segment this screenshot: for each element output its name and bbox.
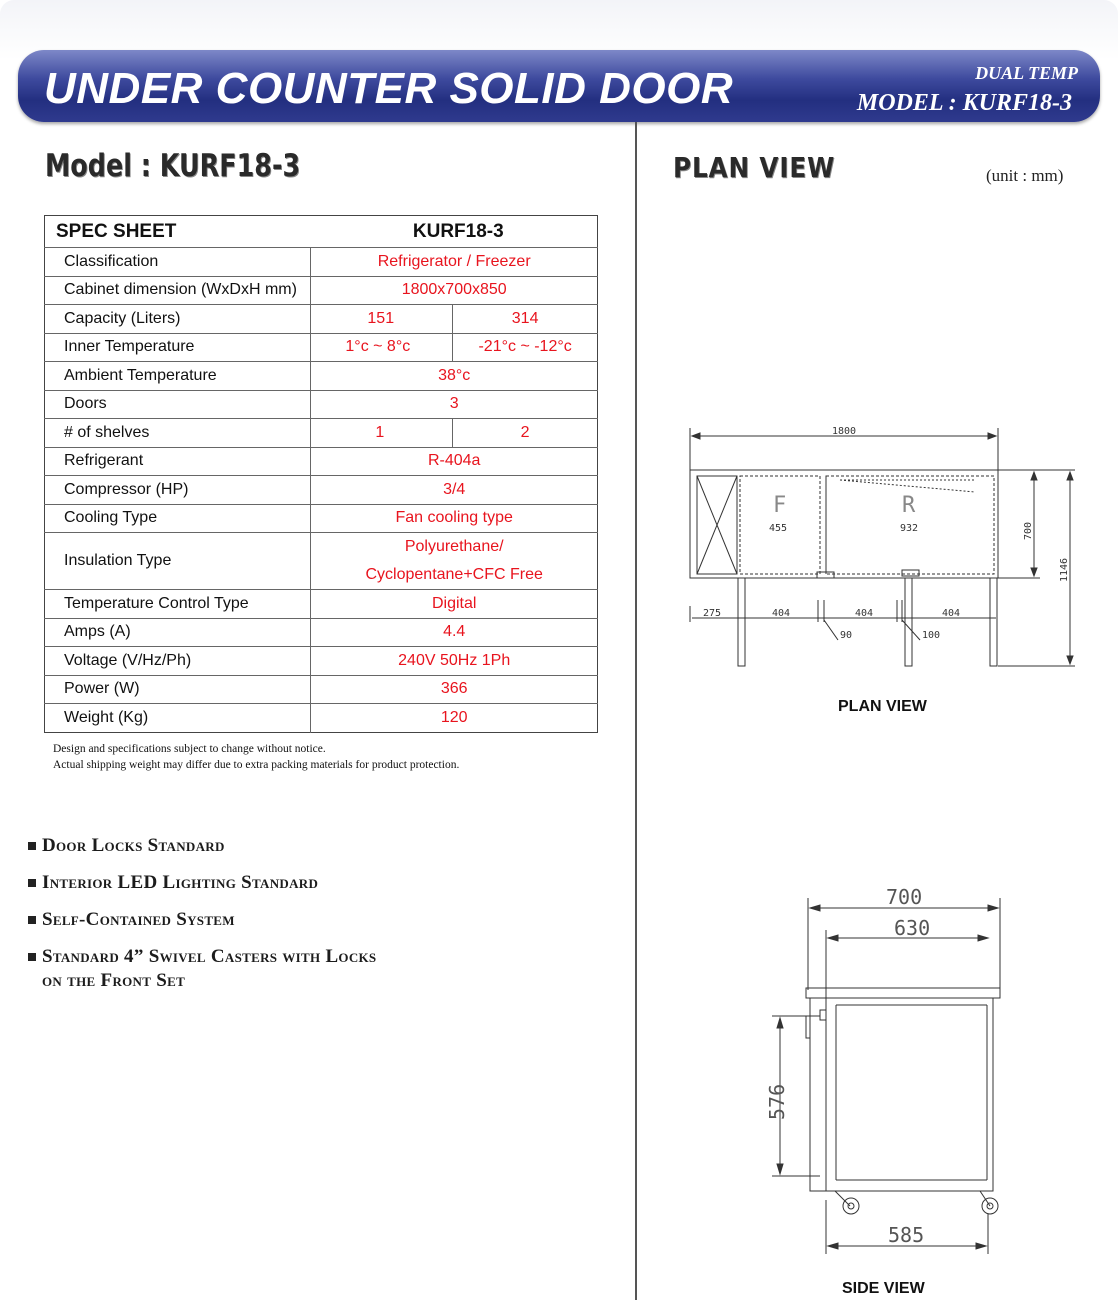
- spec-label: Voltage (V/Hz/Ph): [45, 647, 311, 676]
- table-row: [45, 647, 598, 676]
- spec-label: Ambient Temperature: [45, 362, 311, 391]
- spec-label: Amps (A): [45, 618, 311, 647]
- spec-label: Weight (Kg): [45, 704, 311, 733]
- table-row: [45, 504, 598, 533]
- list-item: [26, 908, 376, 932]
- spec-value: Fan cooling type: [311, 504, 598, 533]
- feature-text: Door Locks Standard: [42, 835, 225, 856]
- spec-value: Refrigerator / Freezer: [311, 248, 598, 277]
- spec-value-line1: Polyurethane/: [404, 538, 504, 555]
- header-banner: [18, 50, 1100, 122]
- dim-leg-2: 404: [772, 608, 791, 619]
- spec-value: R-404a: [311, 447, 598, 476]
- feature-text-continued: on the Front Set: [42, 970, 186, 991]
- spec-notes: [53, 741, 459, 773]
- column-divider: [635, 122, 637, 1300]
- spec-value-freezer: 1: [311, 419, 453, 448]
- table-row: [45, 533, 598, 590]
- feature-text: Standard 4” Swivel Casters with Locks: [42, 946, 377, 967]
- model-heading: Model : KURF18-3: [45, 148, 301, 184]
- spec-value: [311, 533, 598, 590]
- plan-view-heading: PLAN VIEW: [673, 151, 836, 184]
- dim-freezer-width: 455: [769, 523, 788, 534]
- table-row: [45, 276, 598, 305]
- unit-label: (unit : mm): [986, 166, 1064, 185]
- square-bullet-icon: [28, 916, 36, 924]
- dim-leg-1: 275: [703, 608, 722, 619]
- dim-leg-4: 404: [942, 608, 961, 619]
- feature-text: Interior LED Lighting Standard: [42, 872, 319, 893]
- spec-value: 120: [311, 704, 598, 733]
- refrigerator-mark: R: [902, 493, 916, 518]
- spec-value: 1800x700x850: [311, 276, 598, 305]
- spec-value: 3: [311, 390, 598, 419]
- spec-label: # of shelves: [45, 419, 311, 448]
- banner-title: UNDER COUNTER SOLID DOOR: [44, 64, 734, 113]
- table-row: [45, 590, 598, 619]
- table-row: [45, 305, 598, 334]
- table-row: [45, 333, 598, 362]
- spec-value: Digital: [311, 590, 598, 619]
- square-bullet-icon: [28, 879, 36, 887]
- plan-view-drawing: [680, 418, 1080, 678]
- table-row: [45, 419, 598, 448]
- dim-depth: 700: [886, 885, 923, 909]
- side-view-label: SIDE VIEW: [842, 1280, 925, 1297]
- note-line: Design and specifications subject to change without notice.: [53, 743, 326, 755]
- plan-view-label: PLAN VIEW: [838, 698, 927, 715]
- spec-label: Classification: [45, 248, 311, 277]
- table-row: [45, 248, 598, 277]
- spec-value-line2: Cyclopentane+CFC Free: [365, 566, 543, 583]
- spec-label: Inner Temperature: [45, 333, 311, 362]
- list-item: [26, 834, 376, 858]
- table-row: [45, 476, 598, 505]
- spec-label: Insulation Type: [45, 533, 311, 590]
- spec-value-refrigerator: 2: [453, 419, 598, 448]
- side-view-drawing: [760, 880, 1010, 1260]
- spec-label: Refrigerant: [45, 447, 311, 476]
- spec-value: 4.4: [311, 618, 598, 647]
- spec-value: 38°c: [311, 362, 598, 391]
- spec-label: Cooling Type: [45, 504, 311, 533]
- dim-leg-3: 404: [855, 608, 874, 619]
- list-item: [26, 871, 376, 895]
- spec-model: KURF18-3: [412, 220, 504, 242]
- dim-total-height: 1146: [1059, 557, 1070, 582]
- table-row: [45, 447, 598, 476]
- note-line: Actual shipping weight may differ due to extra packing materials for product protection.: [53, 759, 460, 771]
- table-row: [45, 362, 598, 391]
- dim-base-depth: 585: [888, 1223, 925, 1247]
- spec-value: 366: [311, 675, 598, 704]
- spec-value: 3/4: [311, 476, 598, 505]
- spec-label: Temperature Control Type: [45, 590, 311, 619]
- spec-value-refrigerator: -21°c ~ -12°c: [453, 333, 598, 362]
- spec-table: [44, 215, 598, 733]
- feature-list: [26, 834, 376, 1006]
- dim-gap-2: 100: [922, 630, 941, 641]
- banner-subtitle: DUAL TEMP: [975, 63, 1078, 83]
- list-item: [26, 945, 376, 993]
- spec-label: Capacity (Liters): [45, 305, 311, 334]
- spec-label: Compressor (HP): [45, 476, 311, 505]
- square-bullet-icon: [28, 953, 36, 961]
- dim-door-height: 576: [765, 1083, 789, 1120]
- banner-model: MODEL : KURF18-3: [856, 90, 1072, 116]
- table-row: [45, 390, 598, 419]
- dim-gap-1: 90: [840, 630, 853, 641]
- dim-width: 1800: [832, 426, 857, 437]
- table-row: [45, 675, 598, 704]
- spec-title: SPEC SHEET: [56, 220, 177, 242]
- dim-fridge-width: 932: [900, 523, 919, 534]
- spec-header-row: [45, 216, 598, 248]
- dim-height: 700: [1023, 521, 1034, 540]
- square-bullet-icon: [28, 842, 36, 850]
- spec-value: 240V 50Hz 1Ph: [311, 647, 598, 676]
- freezer-mark: F: [773, 493, 787, 518]
- spec-value-freezer: 151: [311, 305, 453, 334]
- feature-text: Self-Contained System: [42, 909, 235, 930]
- spec-label: Doors: [45, 390, 311, 419]
- spec-label: Power (W): [45, 675, 311, 704]
- spec-value-freezer: 1°c ~ 8°c: [311, 333, 453, 362]
- spec-value-refrigerator: 314: [453, 305, 598, 334]
- table-row: [45, 704, 598, 733]
- dim-inner-depth: 630: [894, 916, 931, 940]
- spec-label: Cabinet dimension (WxDxH mm): [45, 276, 311, 305]
- table-row: [45, 618, 598, 647]
